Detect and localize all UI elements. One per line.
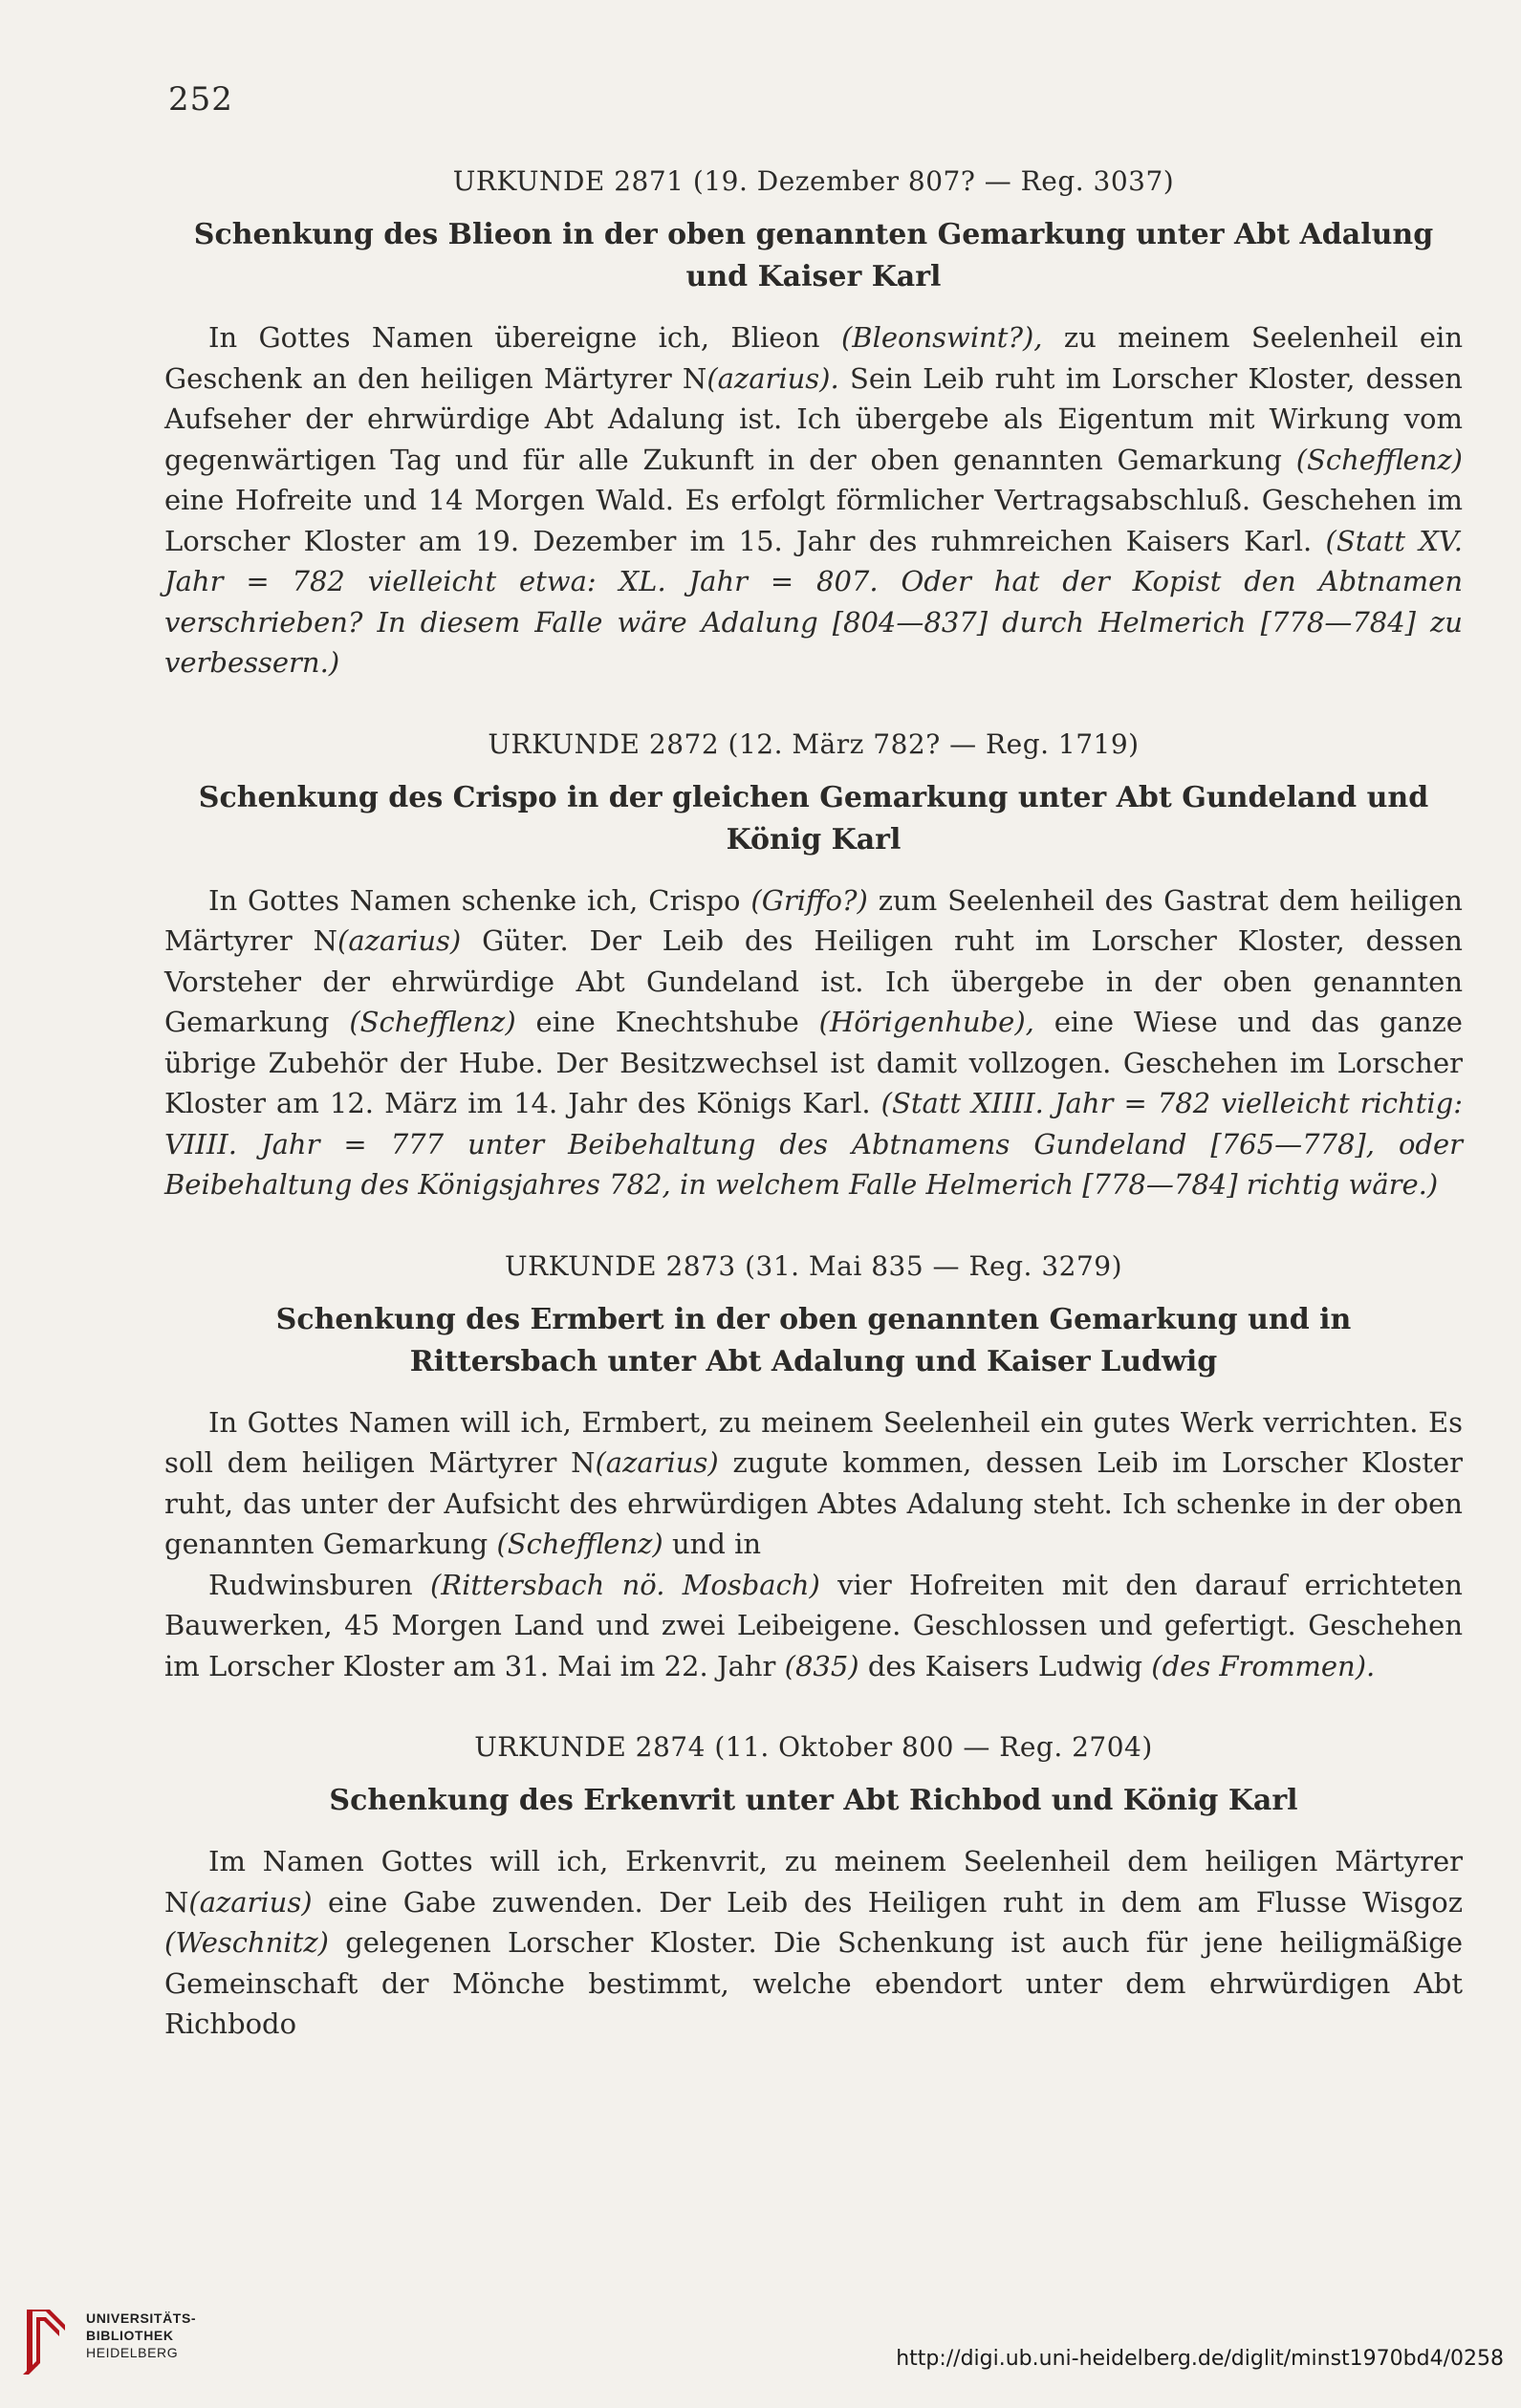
body-paragraph [164,317,1463,683]
document-body [164,1841,1463,2045]
editorial-note: (Statt XV. Jahr = 782 vielleicht etwa: XL. Jahr = 807. Oder hat der Kopist den Abtnamen verschrieben? In diesem Falle wäre Adalung [804—837] durch Helmerich [778—784] zu verbessern.) [164,524,1463,679]
document-title: Schenkung des Erkenvrit unter Abt Richbod und König Karl [329,1784,1298,1817]
body-text: eine Gabe zuwenden. Der Leib des Heiligen ruht in dem am Flusse Wisgoz [312,1885,1463,1919]
editorial-note: (azarius) [595,1446,719,1479]
body-text: und in [663,1528,762,1560]
body-paragraph [164,1402,1463,1565]
body-text: In Gottes Namen übereigne ich, Blieon [208,321,841,354]
body-text: eine Hofreite und 14 Morgen Wald. Es erfolgt förmlicher Vertragsabschluß. Geschehen im Lorscher Kloster am 19. Dezember im 15. Jahr des ruhmreichen Kaisers Karl. [164,484,1463,557]
document-body [164,317,1463,683]
page-content [164,163,1463,2087]
editorial-note: (Griffo?) [750,883,868,917]
document-title: Schenkung des Crispo in der gleichen Gemarkung unter Abt Gundeland und König Karl [198,780,1429,857]
body-text: gelegenen Lorscher Kloster. Die Schenkung ist auch für jene heiligmäßige Gemeinschaft der Mönche bestimmt, welche ebendort unter dem ehrwürdigen Abt Richbodo [164,1926,1463,2040]
body-text: zugute kommen, dessen Leib im Lorscher Kloster ruht, das unter der Aufsicht des ehrwürdigen Abtes Adalung steht. Ich schenke in der oben genannten Gemarkung [164,1446,1464,1560]
body-paragraph [164,1565,1463,1687]
source-url-link[interactable]: http://digi.ub.uni-heidelberg.de/diglit/minst1970bd4/0258 [896,2347,1504,2371]
document-title: Schenkung des Ermbert in der oben genannten Gemarkung und in Rittersbach unter Abt Adalung und Kaiser Ludwig [275,1302,1352,1378]
library-logo-text [86,2310,196,2361]
body-text: vier Hofreiten mit den darauf errichteten Bauwerken, 45 Morgen Land und zwei Leibeigene. Geschlossen und gefertigt. Geschehen im Lorscher Kloster am 31. Mai im 22. Jahr [164,1568,1463,1682]
document-2872 [164,726,1463,1205]
logo-line: HEIDELBERG [86,2345,179,2360]
body-text: In Gottes Namen schenke ich, Crispo [208,883,751,917]
document-2873 [164,1247,1463,1687]
editorial-note: (Schefflenz) [496,1528,663,1560]
body-paragraph [164,1841,1463,2045]
logo-line: BIBLIOTHEK [86,2328,174,2343]
document-heading: URKUNDE 2871 (19. Dezember 807? — Reg. 3037) [452,165,1175,197]
body-text: Güter. Der Leib des Heiligen ruht im Lorscher Kloster, dessen Vorsteher der ehrwürdige Abt Gundeland ist. Ich übergebe in der oben genannten Gemarkung [164,924,1463,1038]
document-2871 [164,163,1463,683]
editorial-note: (Statt XIIII. Jahr = 782 vielleicht richtig: VIIII. Jahr = 777 unter Beibehaltung des Abtnamens Gundeland [765—778], oder Beibehaltung des Königsjahres 782, in welchem Falle Helmerich [778—784] richtig wäre.) [164,1087,1463,1201]
editorial-note: (azarius). [706,361,839,395]
library-logo-icon [17,2302,75,2378]
editorial-note: (835) [784,1649,859,1682]
body-text: eine Wiese und das ganze übrige Zubehör der Hube. Der Besitzwechsel ist damit vollzogen. Geschehen im Lorscher Kloster am 12. März im 14. Jahr des Königs Karl. [164,1006,1463,1119]
body-text: Rudwinsburen [208,1568,430,1601]
editorial-note: (Rittersbach nö. Mosbach) [429,1568,820,1601]
logo-line: UNIVERSITÄTS- [86,2310,197,2326]
editorial-note: (azarius) [337,924,462,957]
body-text: In Gottes Namen will ich, Ermbert, zu meinem Seelenheil ein gutes Werk verrichten. Es soll dem heiligen Märtyrer N [164,1405,1463,1479]
document-heading: URKUNDE 2872 (12. März 782? — Reg. 1719) [488,727,1140,760]
body-text: Im Namen Gottes will ich, Erkenvrit, zu meinem Seelenheil dem heiligen Märtyrer N [164,1845,1463,1919]
library-logo[interactable] [17,2298,228,2384]
document-2874 [164,1728,1463,2045]
editorial-note: (Hörigenhube), [818,1006,1034,1038]
body-paragraph [164,880,1463,1205]
document-body [164,1402,1463,1687]
body-text: zum Seelenheil des Gastrat dem heiligen Märtyrer N [164,883,1463,957]
document-heading: URKUNDE 2874 (11. Oktober 800 — Reg. 2704) [474,1731,1153,1763]
document-heading: URKUNDE 2873 (31. Mai 835 — Reg. 3279) [504,1249,1123,1282]
body-text: zu meinem Seelenheil ein Geschenk an den heiligen Märtyrer N [164,321,1463,395]
editorial-note: (Weschnitz) [164,1926,329,1959]
body-text: Sein Leib ruht im Lorscher Kloster, dessen Aufseher der ehrwürdige Abt Adalung ist. Ich übergebe als Eigentum mit Wirkung vom gegenwärtigen Tag und für alle Zukunft in der oben genannten Gemarkung [164,361,1463,476]
editorial-note: (Schefflenz) [349,1006,516,1038]
body-text: des Kaisers Ludwig [858,1649,1152,1682]
document-body [164,880,1463,1205]
editorial-note: (Schefflenz) [1295,443,1463,476]
editorial-note: (Bleonswint?), [840,321,1043,354]
editorial-note: (des Frommen). [1151,1649,1376,1682]
editorial-note: (azarius) [188,1885,313,1919]
document-title: Schenkung des Blieon in der oben genannten Gemarkung unter Abt Adalung und Kaiser Karl [193,218,1434,293]
body-text: eine Knechtshube [515,1006,819,1038]
page-number: 252 [168,80,233,119]
